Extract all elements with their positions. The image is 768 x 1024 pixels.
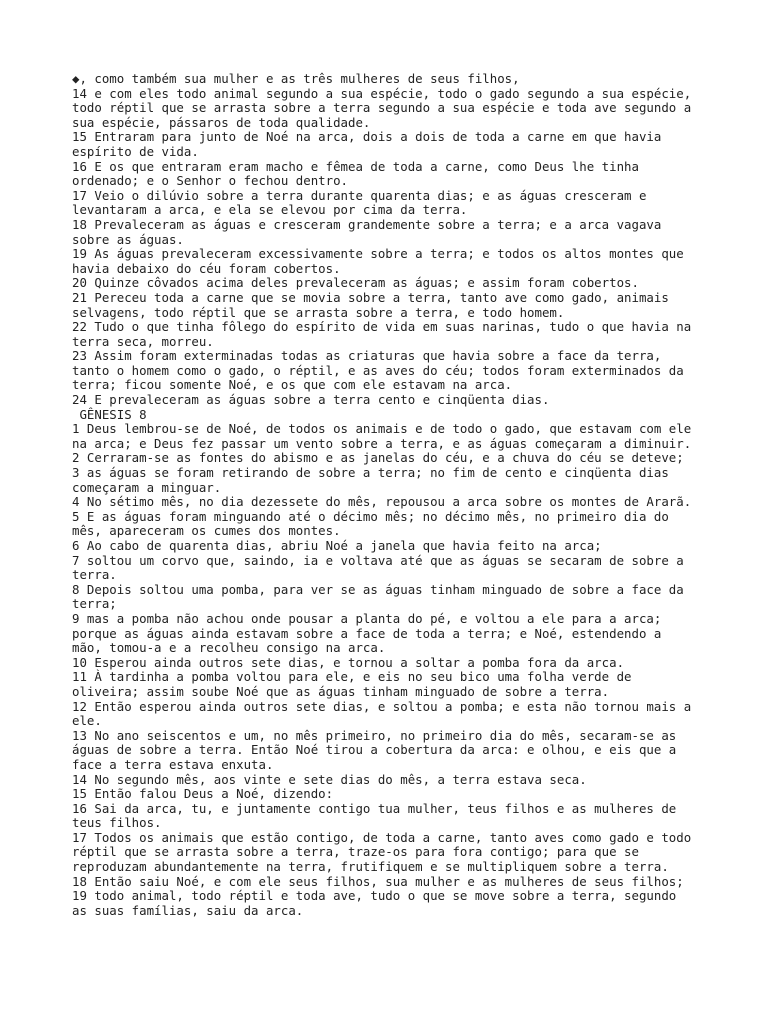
text-line: ordenado; e o Senhor o fechou dentro. bbox=[72, 173, 349, 189]
text-line: 16 E os que entraram eram macho e fêmea de toda a carne, como Deus lhe tinha bbox=[72, 158, 639, 174]
text-line: 13 No ano seiscentos e um, no mês primeiro, no primeiro dia do mês, secaram-se as bbox=[72, 727, 677, 743]
document-page bbox=[72, 72, 712, 918]
text-line: face a terra estava enxuta. bbox=[72, 756, 274, 772]
text-line: 21 Pereceu toda a carne que se movia sobre a terra, tanto ave como gado, animais bbox=[72, 289, 669, 305]
text-line: 18 Prevaleceram as águas e cresceram grandemente sobre a terra; e a arca vagava bbox=[72, 216, 662, 232]
text-line: 15 Então falou Deus a Noé, dizendo: bbox=[72, 786, 334, 802]
text-line: levantaram a arca, e ela se elevou por cima da terra. bbox=[72, 202, 468, 218]
text-line: 2 Cerraram-se as fontes do abismo e as janelas do céu, e a chuva do céu se deteve; bbox=[72, 450, 684, 466]
text-line: 10 Esperou ainda outros sete dias, e tornou a soltar a pomba fora da arca. bbox=[72, 654, 625, 670]
text-line: 8 Depois soltou uma pomba, para ver se as águas tinham minguado de sobre a face da bbox=[72, 581, 684, 597]
text-line: 11 À tardinha a pomba voltou para ele, e eis no seu bico uma folha verde de bbox=[72, 669, 632, 685]
text-line: tanto o homem como o gado, o réptil, e as aves do céu; todos foram exterminados da bbox=[72, 362, 684, 378]
text-line: 4 No sétimo mês, no dia dezessete do mês, repousou a arca sobre os montes de Ararã. bbox=[72, 494, 692, 510]
text-line: réptil que se arrasta sobre a terra, traze-os para fora contigo; para que se bbox=[72, 844, 639, 860]
text-line: ◆, como também sua mulher e as três mulheres de seus filhos, bbox=[72, 71, 520, 86]
text-line: 17 Todos os animais que estão contigo, de toda a carne, tanto aves como gado e todo bbox=[72, 829, 692, 845]
text-line: 19 todo animal, todo réptil e toda ave, tudo o que se move sobre a terra, segundo bbox=[72, 888, 677, 904]
text-line: 12 Então esperou ainda outros sete dias, e soltou a pomba; e esta não tornou mais a bbox=[72, 698, 692, 714]
text-line: todo réptil que se arrasta sobre a terra segundo a sua espécie e toda ave segundo a bbox=[72, 100, 692, 116]
text-line: havia debaixo do céu foram cobertos. bbox=[72, 260, 341, 276]
text-line: 16 Sai da arca, tu, e juntamente contigo tua mulher, teus filhos e as mulheres de bbox=[72, 800, 677, 816]
text-line: 7 soltou um corvo que, saindo, ia e voltava até que as águas se secaram de sobre a bbox=[72, 552, 684, 568]
text-line: 14 e com eles todo animal segundo a sua espécie, todo o gado segundo a sua espécie, bbox=[72, 85, 692, 101]
text-line: terra; bbox=[72, 596, 117, 612]
text-line: na arca; e Deus fez passar um vento sobre a terra, e as águas começaram a diminuir. bbox=[72, 435, 692, 451]
text-line: 15 Entraram para junto de Noé na arca, dois a dois de toda a carne em que havia bbox=[72, 129, 662, 145]
text-line: 19 As águas prevaleceram excessivamente sobre a terra; e todos os altos montes que bbox=[72, 246, 684, 262]
text-line: 24 E prevaleceram as águas sobre a terra cento e cinqüenta dias. bbox=[72, 392, 550, 408]
text-line: 9 mas a pomba não achou onde pousar a planta do pé, e voltou a ele para a arca; bbox=[72, 610, 662, 626]
text-line: espírito de vida. bbox=[72, 143, 199, 159]
text-line: 6 Ao cabo de quarenta dias, abriu Noé a janela que havia feito na arca; bbox=[72, 538, 602, 553]
text-line: oliveira; assim soube Noé que as águas tinham minguado de sobre a terra. bbox=[72, 683, 610, 699]
text-line: as suas famílias, saiu da arca. bbox=[72, 902, 304, 918]
text-line: 18 Então saiu Noé, e com ele seus filhos, sua mulher e as mulheres de seus filhos; bbox=[72, 873, 684, 889]
text-line: 22 Tudo o que tinha fôlego do espírito de vida em suas narinas, tudo o que havia na bbox=[72, 319, 692, 335]
text-line: 14 No segundo mês, aos vinte e sete dias do mês, a terra estava seca. bbox=[72, 771, 587, 787]
text-line: sobre as águas. bbox=[72, 231, 184, 247]
text-line: 20 Quinze côvados acima deles prevaleceram as águas; e assim foram cobertos. bbox=[72, 275, 639, 291]
text-line: reproduzam abundantemente na terra, frutifiquem e se multipliquem sobre a terra. bbox=[72, 859, 669, 875]
text-line: começaram a minguar. bbox=[72, 479, 222, 495]
text-line: terra. bbox=[72, 567, 117, 583]
text-line: águas de sobre a terra. Então Noé tirou a cobertura da arca: e olhou, e eis que a bbox=[72, 742, 677, 758]
text-line: 3 as águas se foram retirando de sobre a terra; no fim de cento e cinqüenta dias bbox=[72, 465, 669, 481]
text-line: ele. bbox=[72, 713, 102, 729]
text-line: mês, apareceram os cumes dos montes. bbox=[72, 523, 341, 539]
text-line: selvagens, todo réptil que se arrasta sobre a terra, e todo homem. bbox=[72, 304, 565, 320]
text-line: 1 Deus lembrou-se de Noé, de todos os animais e de todo o gado, que estavam com ele bbox=[72, 421, 692, 437]
text-line: porque as águas ainda estavam sobre a face de toda a terra; e Noé, estendendo a bbox=[72, 625, 662, 641]
text-line: 17 Veio o dilúvio sobre a terra durante quarenta dias; e as águas cresceram e bbox=[72, 187, 647, 203]
text-line: 5 E as águas foram minguando até o décimo mês; no décimo mês, no primeiro dia do bbox=[72, 508, 669, 524]
text-line: terra; ficou somente Noé, e os que com ele estavam na arca. bbox=[72, 377, 513, 393]
text-line: mão, tomou-a e a recolheu consigo na arca. bbox=[72, 640, 386, 656]
chapter-heading: GÊNESIS 8 bbox=[72, 406, 147, 422]
text-line: sua espécie, pássaros de toda qualidade. bbox=[72, 114, 371, 130]
text-line: teus filhos. bbox=[72, 815, 162, 831]
text-line: 23 Assim foram exterminadas todas as criaturas que havia sobre a face da terra, bbox=[72, 348, 662, 364]
text-line: terra seca, morreu. bbox=[72, 333, 214, 349]
